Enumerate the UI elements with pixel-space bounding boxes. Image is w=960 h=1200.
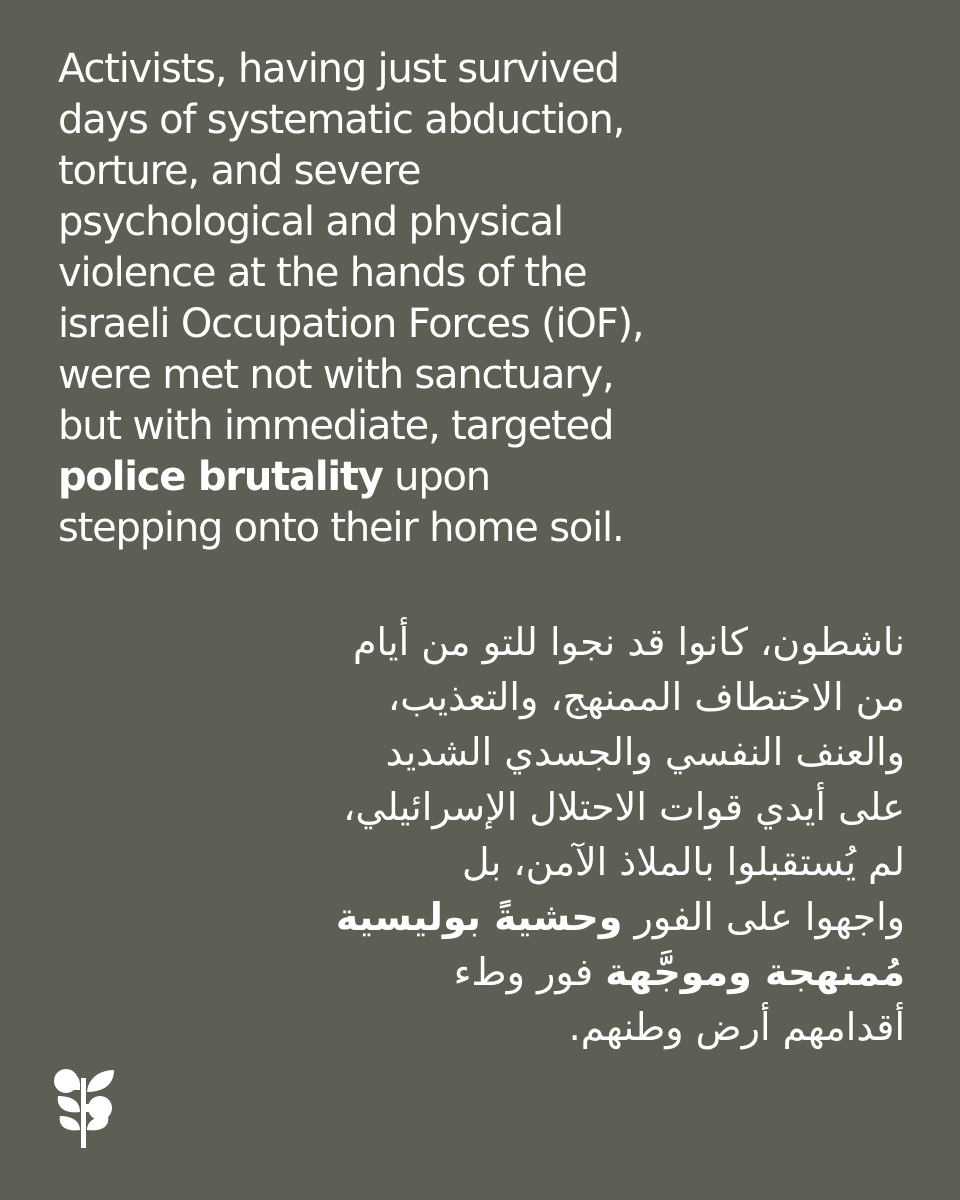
- english-line-4: psychological and physical: [58, 199, 563, 245]
- arabic-line-5: لم يُستقبلوا بالملاذ الآمن، بل: [461, 840, 905, 884]
- english-line-1: Activists, having just survived: [58, 46, 619, 92]
- english-line-9: police brutality upon: [58, 454, 490, 500]
- english-line-2: days of systematic abduction,: [58, 97, 625, 143]
- arabic-paragraph: [145, 615, 905, 1055]
- arabic-line-7: مُمنهجة وموجَّهة فور وطء: [453, 950, 905, 994]
- emphasis-systematic-targeted-ar: مُمنهجة وموجَّهة: [605, 950, 905, 994]
- arabic-line-1: ناشطون، كانوا قد نجوا للتو من أيام: [352, 620, 905, 664]
- sprout-leaves-icon: [52, 1068, 118, 1150]
- arabic-line-8: أقدامهم أرض وطنهم.: [568, 1005, 905, 1049]
- english-line-10: stepping onto their home soil.: [58, 505, 624, 551]
- english-line-6: israeli Occupation Forces (iOF),: [58, 301, 644, 347]
- arabic-line-2: من الاختطاف الممنهج، والتعذيب،: [387, 675, 905, 719]
- arabic-line-6: واجهوا على الفور وحشيةً بوليسية: [335, 895, 905, 939]
- emphasis-police-brutality: police brutality: [58, 454, 383, 500]
- arabic-line-4: على أيدي قوات الاحتلال الإسرائيلي،: [343, 785, 905, 829]
- english-line-5: violence at the hands of the: [58, 250, 587, 296]
- english-line-3: torture, and severe: [58, 148, 421, 194]
- english-line-8: but with immediate, targeted: [58, 403, 614, 449]
- english-line-7: were met not with sanctuary,: [58, 352, 614, 398]
- english-paragraph: [58, 44, 878, 554]
- emphasis-police-brutality-ar: وحشيةً بوليسية: [335, 895, 623, 939]
- arabic-line-3: والعنف النفسي والجسدي الشديد: [385, 730, 905, 774]
